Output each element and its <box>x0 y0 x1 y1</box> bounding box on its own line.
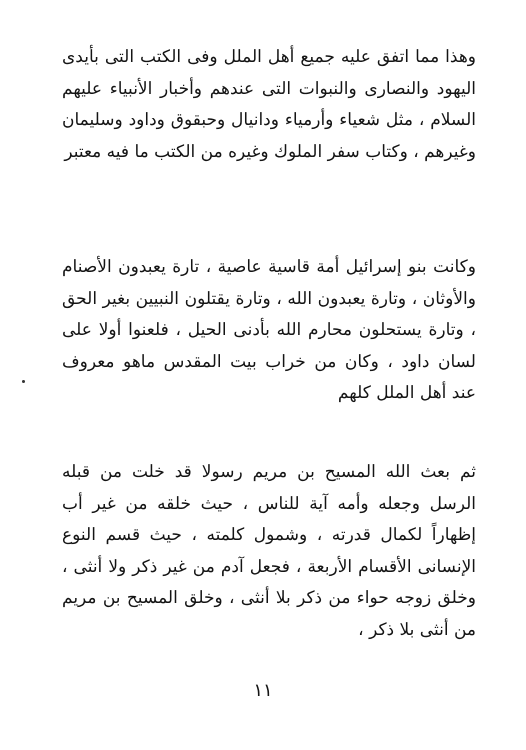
page-number: ١١ <box>253 680 273 701</box>
scan-speck <box>22 380 25 383</box>
paragraph-3: ثم بعث الله المسيح بن مريم رسولا قد خلت من قبله الرسل وجعله وأمه آية للناس ، حيث خلقه من غير أب إظهاراً لكمال قدرته ، وشمول كلمته ، حيث قسم النوع الإنسانى الأقسام الأربعة ، فجعل آدم من غير ذكر ولا أنثى ، وخلق زوجه حواء من ذكر بلا أنثى ، وخلق المسيح بن مريم من أنثى بلا ذكر ، <box>62 462 476 640</box>
paragraph-1: وهذا مما اتفق عليه جميع أهل الملل وفى الكتب التى بأيدى اليهود والنصارى والنبوات التى عندهم وأخبار الأنبياء عليهم السلام ، مثل شعياء وأرمياء ودانيال وحبقوق وداود وسليمان وغيرهم ، وكتاب سفر الملوك وغيره من الكتب ما فيه معتبر <box>62 47 476 162</box>
paragraph-2: وكانت بنو إسرائيل أمة قاسية عاصية ، تارة يعبدون الأصنام والأوثان ، وتارة يعبدون الله ، وتارة يقتلون النبيين بغير الحق ، وتارة يستحلون محارم الله بأدنى الحيل ، فلعنوا أولا على لسان داود ، وكان من خراب بيت المقدس ماهو معروف عند أهل الملل كلهم <box>62 257 476 403</box>
